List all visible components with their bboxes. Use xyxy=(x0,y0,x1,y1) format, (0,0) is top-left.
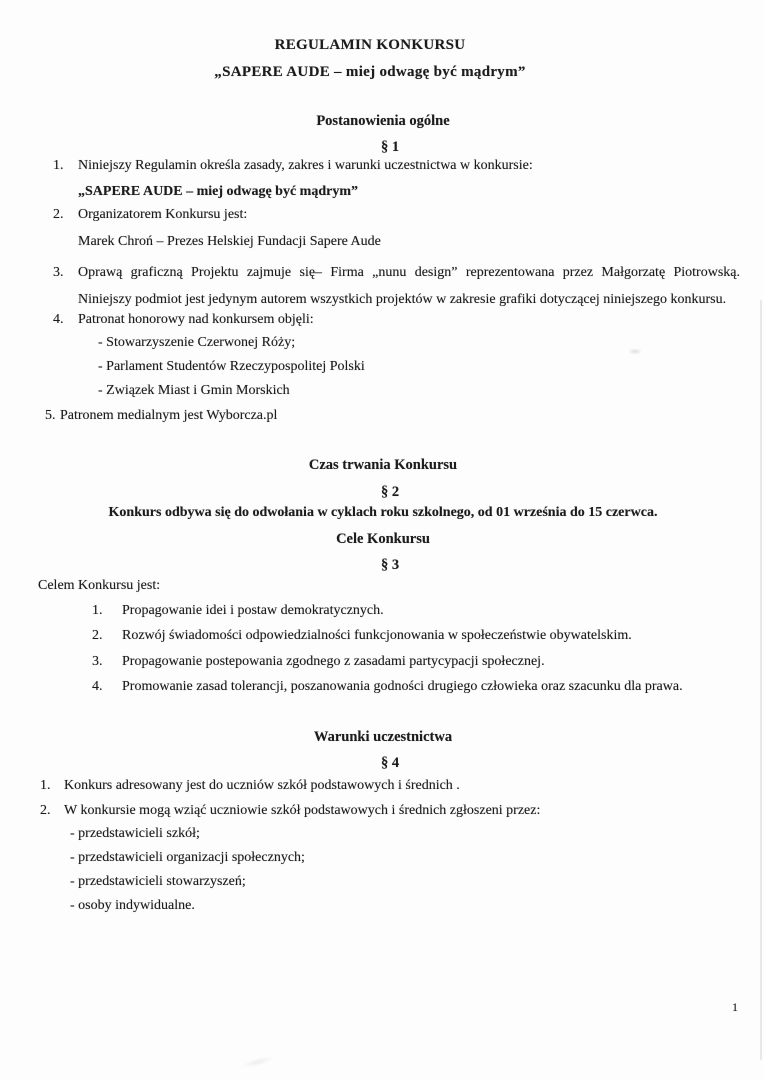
list-item xyxy=(0,153,740,179)
section4-paragraph-mark: § 4 xyxy=(380,755,400,771)
item-text: W konkursie mogą wziąć uczniowie szkół podstawowych i średnich zgłoszeni przez: xyxy=(64,803,541,818)
list-item xyxy=(0,674,740,700)
item-text: Niniejszy Regulamin określa zasady, zakres i warunki uczestnictwa w konkursie: xyxy=(78,158,533,173)
item-text: Patronat honorowy nad konkursem objęli: xyxy=(78,312,314,327)
doc-subtitle: „SAPERE AUDE – miej odwagę być mądrym” xyxy=(214,64,526,80)
dash-item: - przedstawicieli szkół; xyxy=(70,826,200,841)
section2-paragraph-mark: § 2 xyxy=(380,484,400,500)
item-text: Konkurs adresowany jest do uczniów szkół podstawowych i średnich . xyxy=(64,778,460,793)
item-number: 3. xyxy=(92,654,103,669)
dash-item: - przedstawicieli organizacji społecznych; xyxy=(70,850,305,865)
section2-heading: Czas trwania Konkursu xyxy=(308,457,458,473)
list-item xyxy=(0,623,740,649)
dash-item: - osoby indywidualne. xyxy=(70,898,195,913)
item-text: Promowanie zasad tolerancji, poszanowania godności drugiego człowieka oraz szacunku dla prawa. xyxy=(122,679,683,694)
page-number: 1 xyxy=(732,1000,738,1014)
scan-edge-artifact xyxy=(760,300,762,1060)
item-number: 4. xyxy=(53,312,64,327)
doc-title: REGULAMIN KONKURSU xyxy=(274,37,466,53)
competition-name-bold: „SAPERE AUDE – miej odwagę być mądrym” xyxy=(78,184,358,199)
list-item xyxy=(0,598,740,624)
goals-intro: Celem Konkursu jest: xyxy=(38,578,161,593)
organizer-name: Marek Chroń – Prezes Helskiej Fundacji Sapere Aude xyxy=(78,234,381,249)
item-number: 1. xyxy=(53,158,64,173)
item-text: Propagowanie idei i postaw demokratycznych. xyxy=(122,603,384,618)
list-item xyxy=(0,403,740,429)
item-number: 4. xyxy=(92,679,103,694)
dash-item: - Parlament Studentów Rzeczypospolitej Polski xyxy=(98,359,365,374)
section1-paragraph-mark: § 1 xyxy=(380,139,400,155)
section3-paragraph-mark: § 3 xyxy=(380,557,400,573)
section3-heading: Cele Konkursu xyxy=(336,531,430,547)
item-text: Oprawą graficzną Projektu zajmuje się– Firma „nunu design” reprezentowana przez Małgorzatę Piotrowską. Niniejszy podmiot jest jedynym autorem wszystkich projektów w zakresie grafiki dotyczącej niniejszego konkursu. xyxy=(78,265,740,307)
item-text: Propagowanie postepowania zgodnego z zasadami partycypacji społecznej. xyxy=(122,654,545,669)
item-number: 2. xyxy=(53,207,64,222)
item-number: 1. xyxy=(40,778,51,793)
dash-item: - przedstawicieli stowarzyszeń; xyxy=(70,874,246,889)
item-text: Organizatorem Konkursu jest: xyxy=(78,207,248,222)
list-item xyxy=(0,649,740,675)
item-number: 1. xyxy=(92,603,103,618)
list-item xyxy=(0,260,740,313)
item-number: 5. xyxy=(45,408,56,423)
item-number: 2. xyxy=(92,628,103,643)
dash-item: - Związek Miast i Gmin Morskich xyxy=(98,383,290,398)
list-item xyxy=(0,798,740,824)
list-item xyxy=(0,773,740,799)
item-number: 2. xyxy=(40,803,51,818)
section1-heading: Postanowienia ogólne xyxy=(316,113,450,129)
list-item xyxy=(0,307,740,333)
item-text: Patronem medialnym jest Wyborcza.pl xyxy=(60,408,278,423)
scan-smudge-artifact xyxy=(628,348,642,355)
dash-item: - Stowarzyszenie Czerwonej Róży; xyxy=(98,335,296,350)
schedule-statement: Konkurs odbywa się do odwołania w cyklach roku szkolnego, od 01 września do 15 czerwca. xyxy=(108,505,658,520)
list-item xyxy=(0,202,740,228)
item-number: 3. xyxy=(53,265,64,280)
item-text: Rozwój świadomości odpowiedzialności funkcjonowania w społeczeństwie obywatelskim. xyxy=(122,628,632,643)
section4-heading: Warunki uczestnictwa xyxy=(313,729,453,745)
